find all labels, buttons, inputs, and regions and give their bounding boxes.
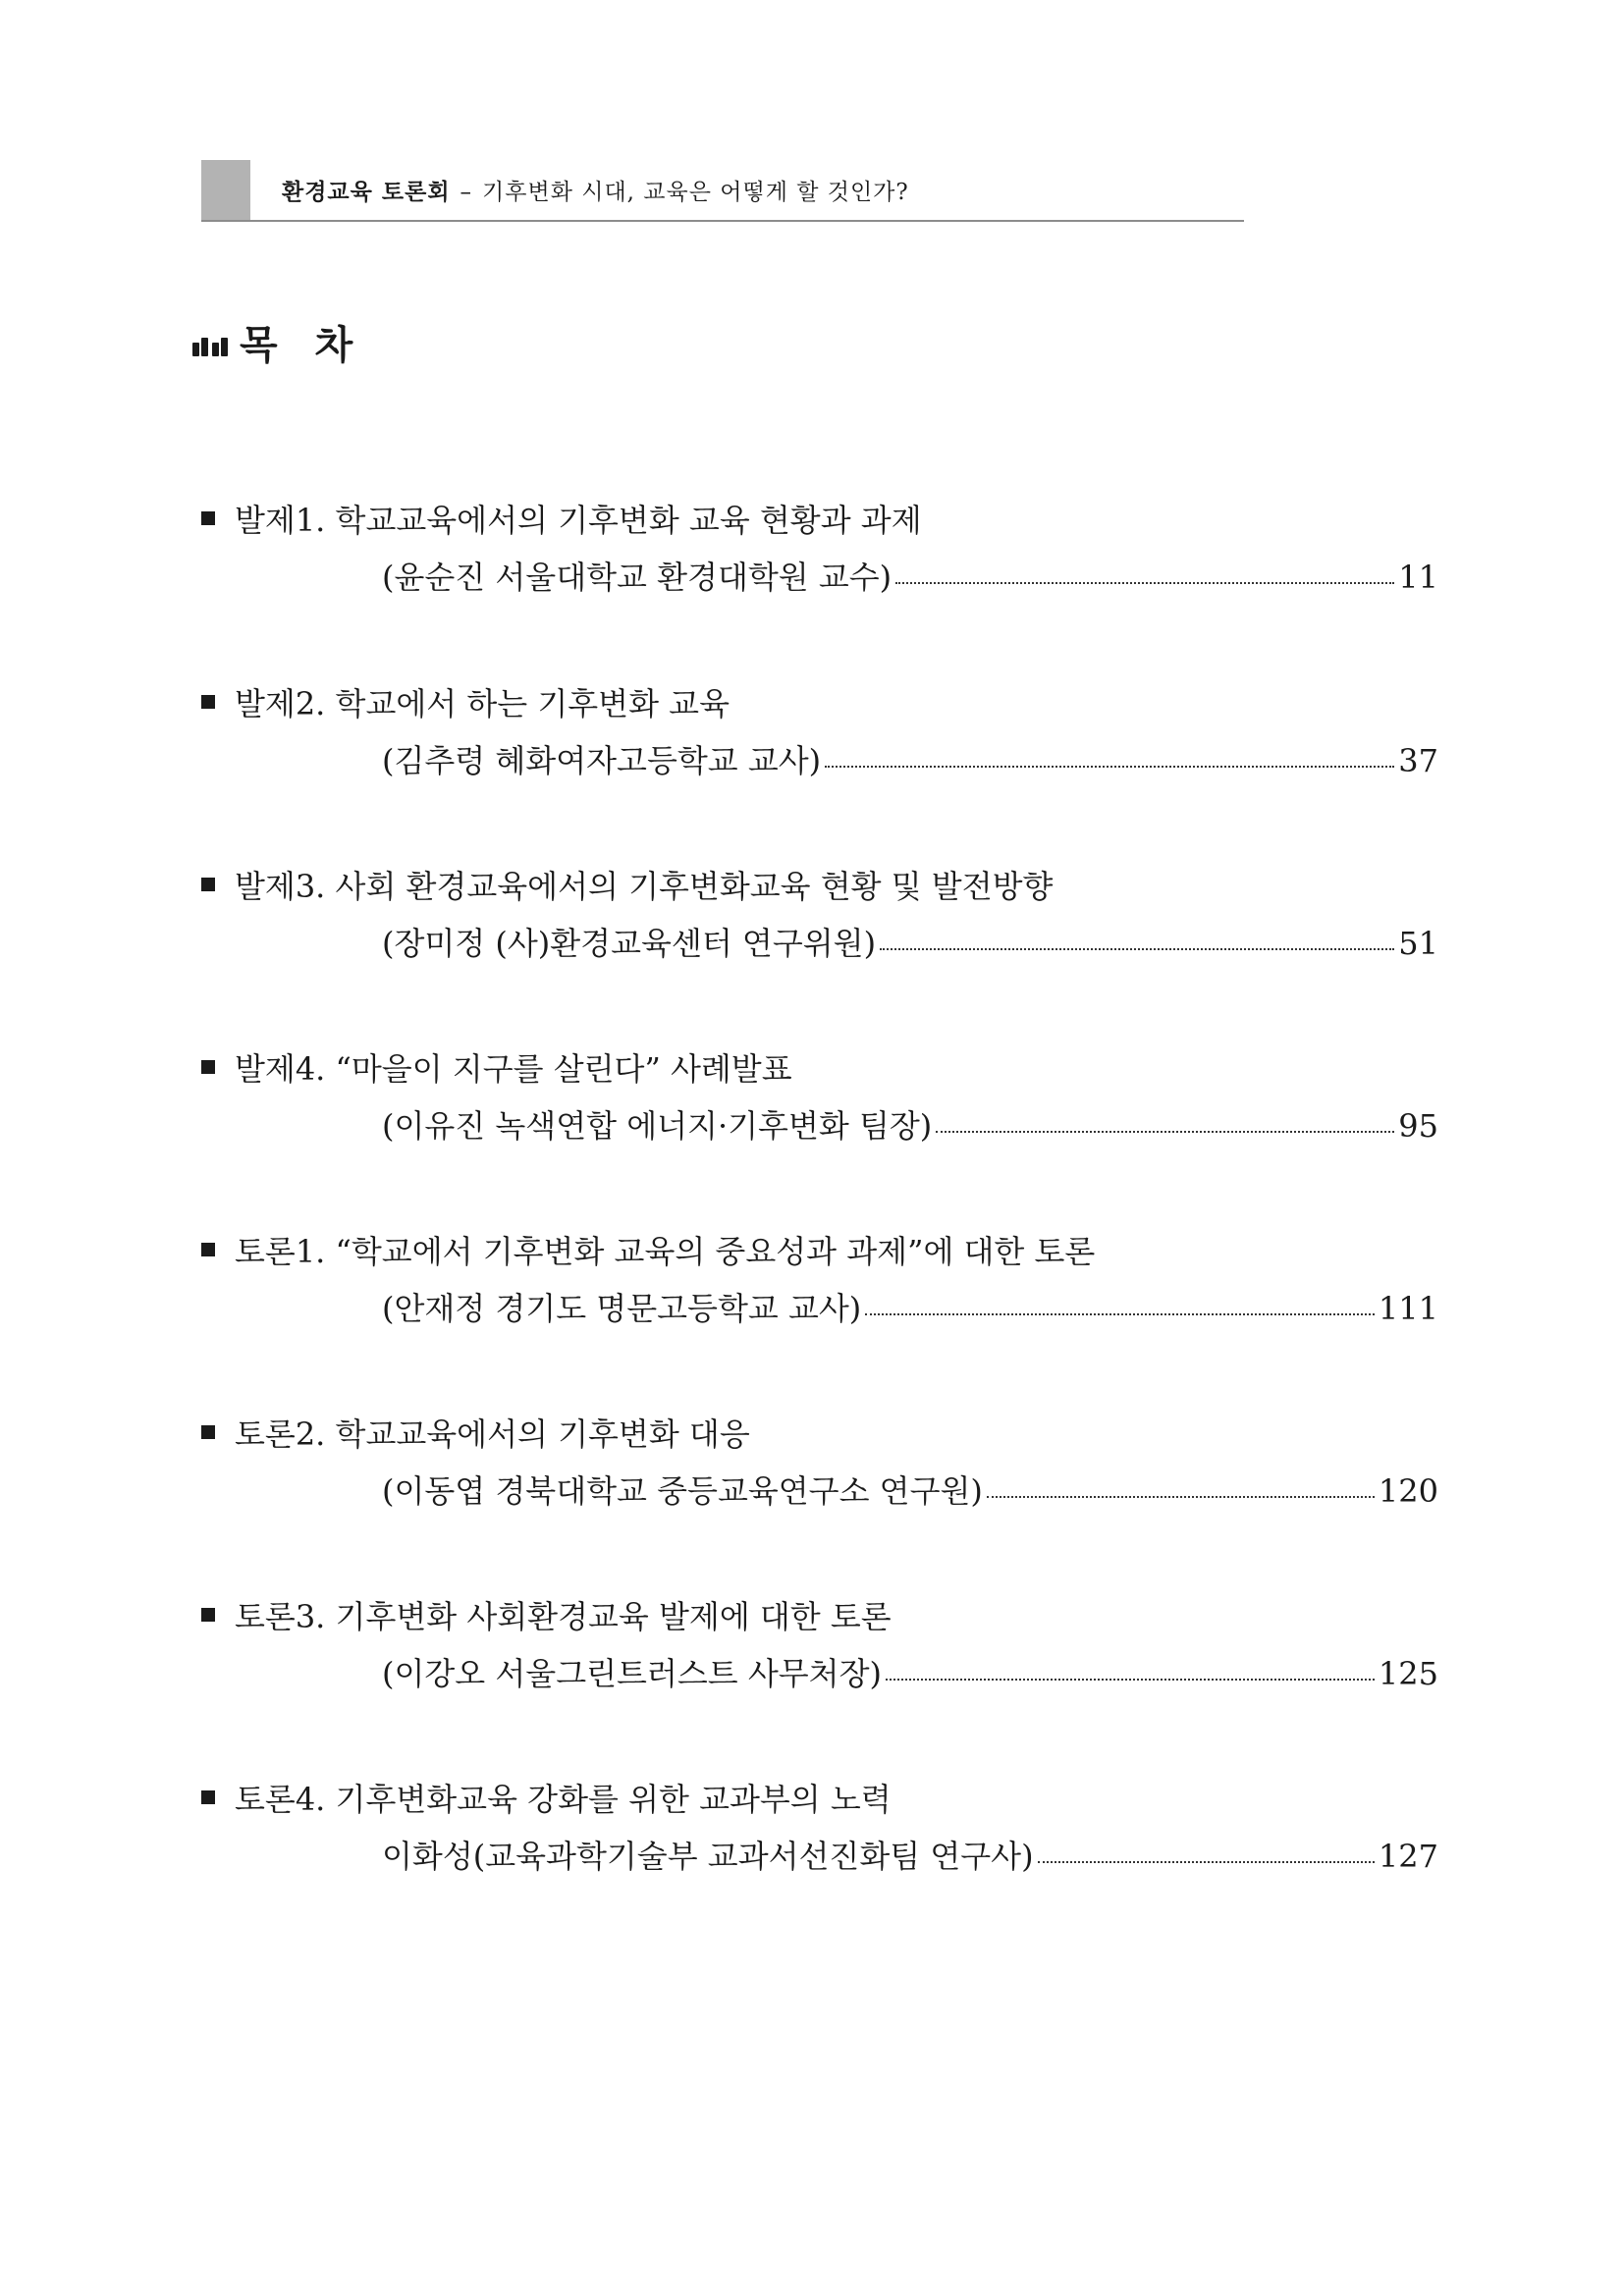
dot-leader (880, 948, 1394, 950)
toc-entry (201, 1410, 1438, 1527)
toc-entry-detail-row (382, 1649, 1438, 1694)
square-bullet-icon (201, 878, 215, 891)
toc-entry-page: 11 (1398, 559, 1438, 596)
toc-entry-title: 발제4. “마을이 지구를 살린다” 사례발표 (235, 1050, 792, 1088)
toc-entry-title: 토론3. 기후변화 사회환경교육 발제에 대한 토론 (235, 1598, 892, 1635)
toc-entry-page: 127 (1378, 1838, 1438, 1875)
toc-entry-detail-row (382, 1101, 1438, 1147)
toc-entry-author: (안재정 경기도 명문고등학교 교사) (382, 1290, 862, 1327)
toc-entry-title-row (201, 1044, 792, 1090)
dot-leader (886, 1679, 1375, 1681)
toc-entry-page: 111 (1378, 1290, 1438, 1327)
header-separator: – (460, 180, 473, 205)
header-rule (201, 220, 1244, 222)
toc-entry-title: 발제2. 학교에서 하는 기후변화 교육 (235, 685, 730, 722)
toc-entry (201, 862, 1438, 980)
toc-entry-author: (이동엽 경북대학교 중등교육연구소 연구원) (382, 1472, 983, 1510)
toc-entry-detail-row (382, 553, 1438, 598)
toc-entry-detail-row (382, 1284, 1438, 1329)
dot-leader (987, 1496, 1375, 1498)
toc-entry-title: 토론1. “학교에서 기후변화 교육의 중요성과 과제”에 대한 토론 (235, 1233, 1096, 1270)
toc-entry-title-row (201, 1592, 892, 1637)
toc-entry-detail-row (382, 736, 1438, 781)
toc-heading (192, 314, 364, 370)
toc-entry-page: 120 (1378, 1472, 1438, 1510)
dot-leader (1038, 1861, 1375, 1863)
toc-entry-author: (김추령 혜화여자고등학교 교사) (382, 742, 822, 779)
toc-title: 목 차 (240, 323, 365, 368)
square-bullet-icon (201, 1425, 215, 1439)
toc-entry-page: 37 (1398, 742, 1438, 779)
dot-leader (825, 766, 1394, 768)
toc-entry-title-row (201, 1227, 1095, 1272)
toc-entry (201, 1775, 1438, 1893)
header-title: 환경교육 토론회 (282, 180, 451, 205)
toc-entry-detail-row (382, 1832, 1438, 1877)
toc-entry-page: 51 (1398, 925, 1438, 962)
toc-entry-title: 토론2. 학교교육에서의 기후변화 대응 (235, 1415, 750, 1453)
toc-entry (201, 1044, 1438, 1162)
toc-entry (201, 679, 1438, 797)
toc-entry-author: (이유진 녹색연합 에너지·기후변화 팀장) (382, 1107, 933, 1145)
toc-entry (201, 496, 1438, 614)
toc-entry-title: 토론4. 기후변화교육 강화를 위한 교과부의 노력 (235, 1781, 892, 1818)
header-gray-block (201, 160, 250, 221)
dot-leader (865, 1313, 1375, 1315)
toc-entry-title-row (201, 862, 1053, 907)
square-bullet-icon (201, 1608, 215, 1622)
running-header (201, 160, 1244, 221)
toc-entry-title: 발제3. 사회 환경교육에서의 기후변화교육 현황 및 발전방향 (235, 868, 1054, 905)
header-subtitle: 기후변화 시대, 교육은 어떻게 할 것인가? (482, 180, 909, 205)
toc-entry-title: 발제1. 학교교육에서의 기후변화 교육 현황과 과제 (235, 502, 922, 539)
toc-entry-author: (윤순진 서울대학교 환경대학원 교수) (382, 559, 893, 596)
toc-entry-title-row (201, 1775, 892, 1820)
toc-entry-title-row (201, 679, 730, 724)
toc-entry-title-row (201, 496, 922, 541)
toc-entry-title-row (201, 1410, 750, 1455)
square-bullet-icon (201, 511, 215, 525)
toc-entry (201, 1592, 1438, 1710)
toc-entry-author: 이화성(교육과학기술부 교과서선진화팀 연구사) (382, 1838, 1034, 1875)
square-bullet-icon (201, 1243, 215, 1256)
dot-leader (895, 582, 1394, 584)
heading-bars-icon (192, 323, 228, 362)
toc-entry-detail-row (382, 1467, 1438, 1512)
toc-entry-page: 95 (1398, 1107, 1438, 1145)
dot-leader (936, 1131, 1394, 1133)
square-bullet-icon (201, 1790, 215, 1804)
toc-entry-page: 125 (1378, 1655, 1438, 1692)
square-bullet-icon (201, 1060, 215, 1074)
toc-entry (201, 1227, 1438, 1345)
toc-entry-detail-row (382, 919, 1438, 964)
toc-entry-author: (이강오 서울그린트러스트 사무처장) (382, 1655, 882, 1692)
square-bullet-icon (201, 695, 215, 709)
toc-entry-author: (장미정 (사)환경교육센터 연구위원) (382, 925, 877, 962)
header-text (282, 174, 909, 206)
